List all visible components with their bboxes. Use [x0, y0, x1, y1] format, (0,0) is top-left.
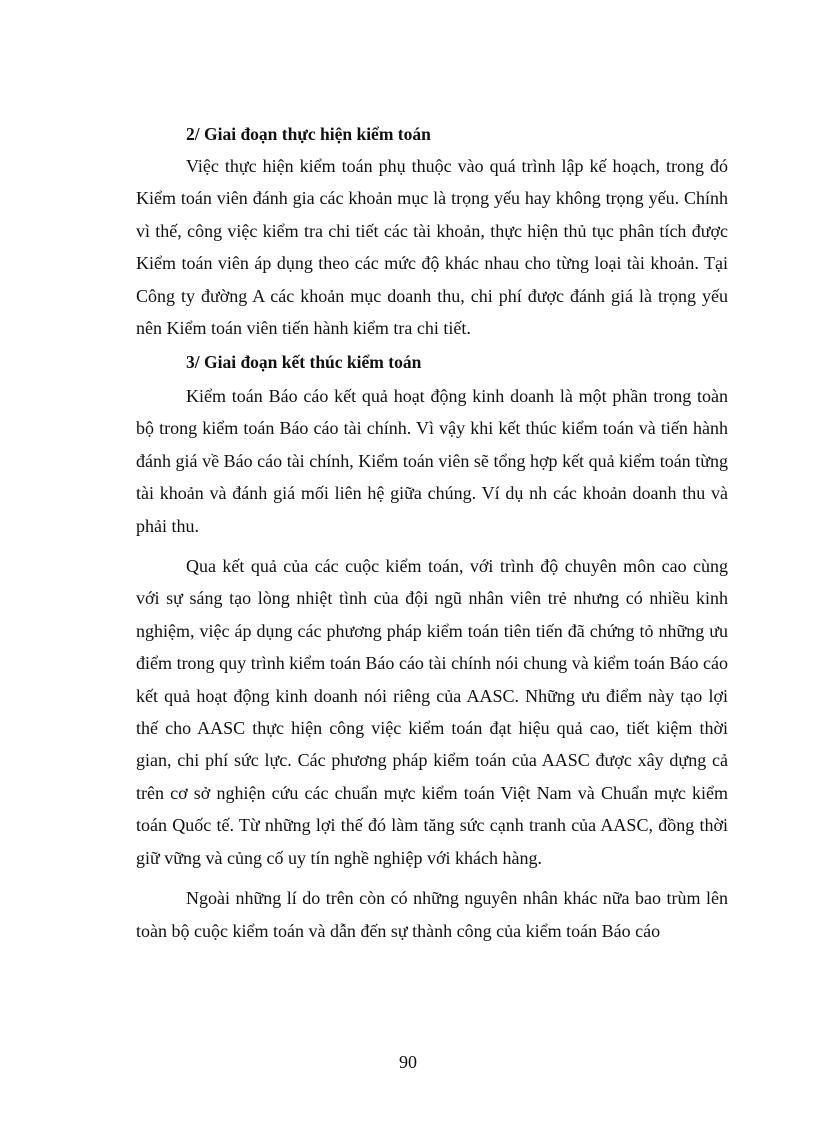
paragraph-planning: Việc thực hiện kiểm toán phụ thuộc vào quá trình lập kế hoạch, trong đó Kiểm toán viên đánh gia các khoản mục là trọng yếu hay không trọng yếu. Chính vì thế, công việc kiểm tra chi tiết các tài khoản, thực hiện thủ tục phân tích được Kiểm toán viên áp dụng theo các mức độ khác nhau cho từng loại tài khoản. Tại Công ty đường A các khoản mục doanh thu, chi phí được đánh giá là trọng yếu nên Kiểm toán viên tiến hành kiểm tra chi tiết. — [136, 156, 728, 339]
section-3-body — [136, 380, 728, 947]
section-heading-2: 2/ Giai đoạn thực hiện kiểm toán — [186, 124, 431, 144]
paragraph-other-reasons: Ngoài những lí do trên còn có những nguyên nhân khác nữa bao trùm lên toàn bộ cuộc kiểm toán và dẫn đến sự thành công của kiểm toán Báo cáo — [136, 888, 728, 941]
paragraph-conclusion: Kiểm toán Báo cáo kết quả hoạt động kinh doanh là một phần trong toàn bộ trong kiểm toán Báo cáo tài chính. Vì vậy khi kết thúc kiểm toán và tiến hành đánh giá về Báo cáo tài chính, Kiểm toán viên sẽ tổng hợp kết quả kiểm toán từng tài khoản và đánh giá mối liên hệ giữa chúng. Ví dụ nh các khoản doanh thu và phải thu. — [136, 386, 728, 536]
page-number: 90 — [399, 1052, 417, 1072]
paragraph-results: Qua kết quả của các cuộc kiểm toán, với trình độ chuyên môn cao cùng với sự sáng tạo lòng nhiệt tình của đội ngũ nhân viên trẻ nhưng có nhiều kinh nghiệm, việc áp dụng các phương pháp kiểm toán tiên tiến đã chứng tỏ những ưu điểm trong quy trình kiểm toán Báo cáo tài chính nói chung và kiểm toán Báo cáo kết quả hoạt động kinh doanh nói riêng của AASC. Những ưu điểm này tạo lợi thế cho AASC thực hiện công việc kiểm toán đạt hiệu quả cao, tiết kiệm thời gian, chi phí sức lực. Các phương pháp kiểm toán của AASC được xây dựng cả trên cơ sở nghiện cứu các chuẩn mực kiểm toán Việt Nam và Chuẩn mực kiểm toán Quốc tế. Từ những lợi thế đó làm tăng sức cạnh tranh của AASC, đồng thời giữ vững và củng cố uy tín nghề nghiệp với khách hàng. — [136, 556, 728, 868]
section-heading-3: 3/ Giai đoạn kết thúc kiểm toán — [186, 352, 422, 372]
section-2-body — [136, 150, 728, 344]
